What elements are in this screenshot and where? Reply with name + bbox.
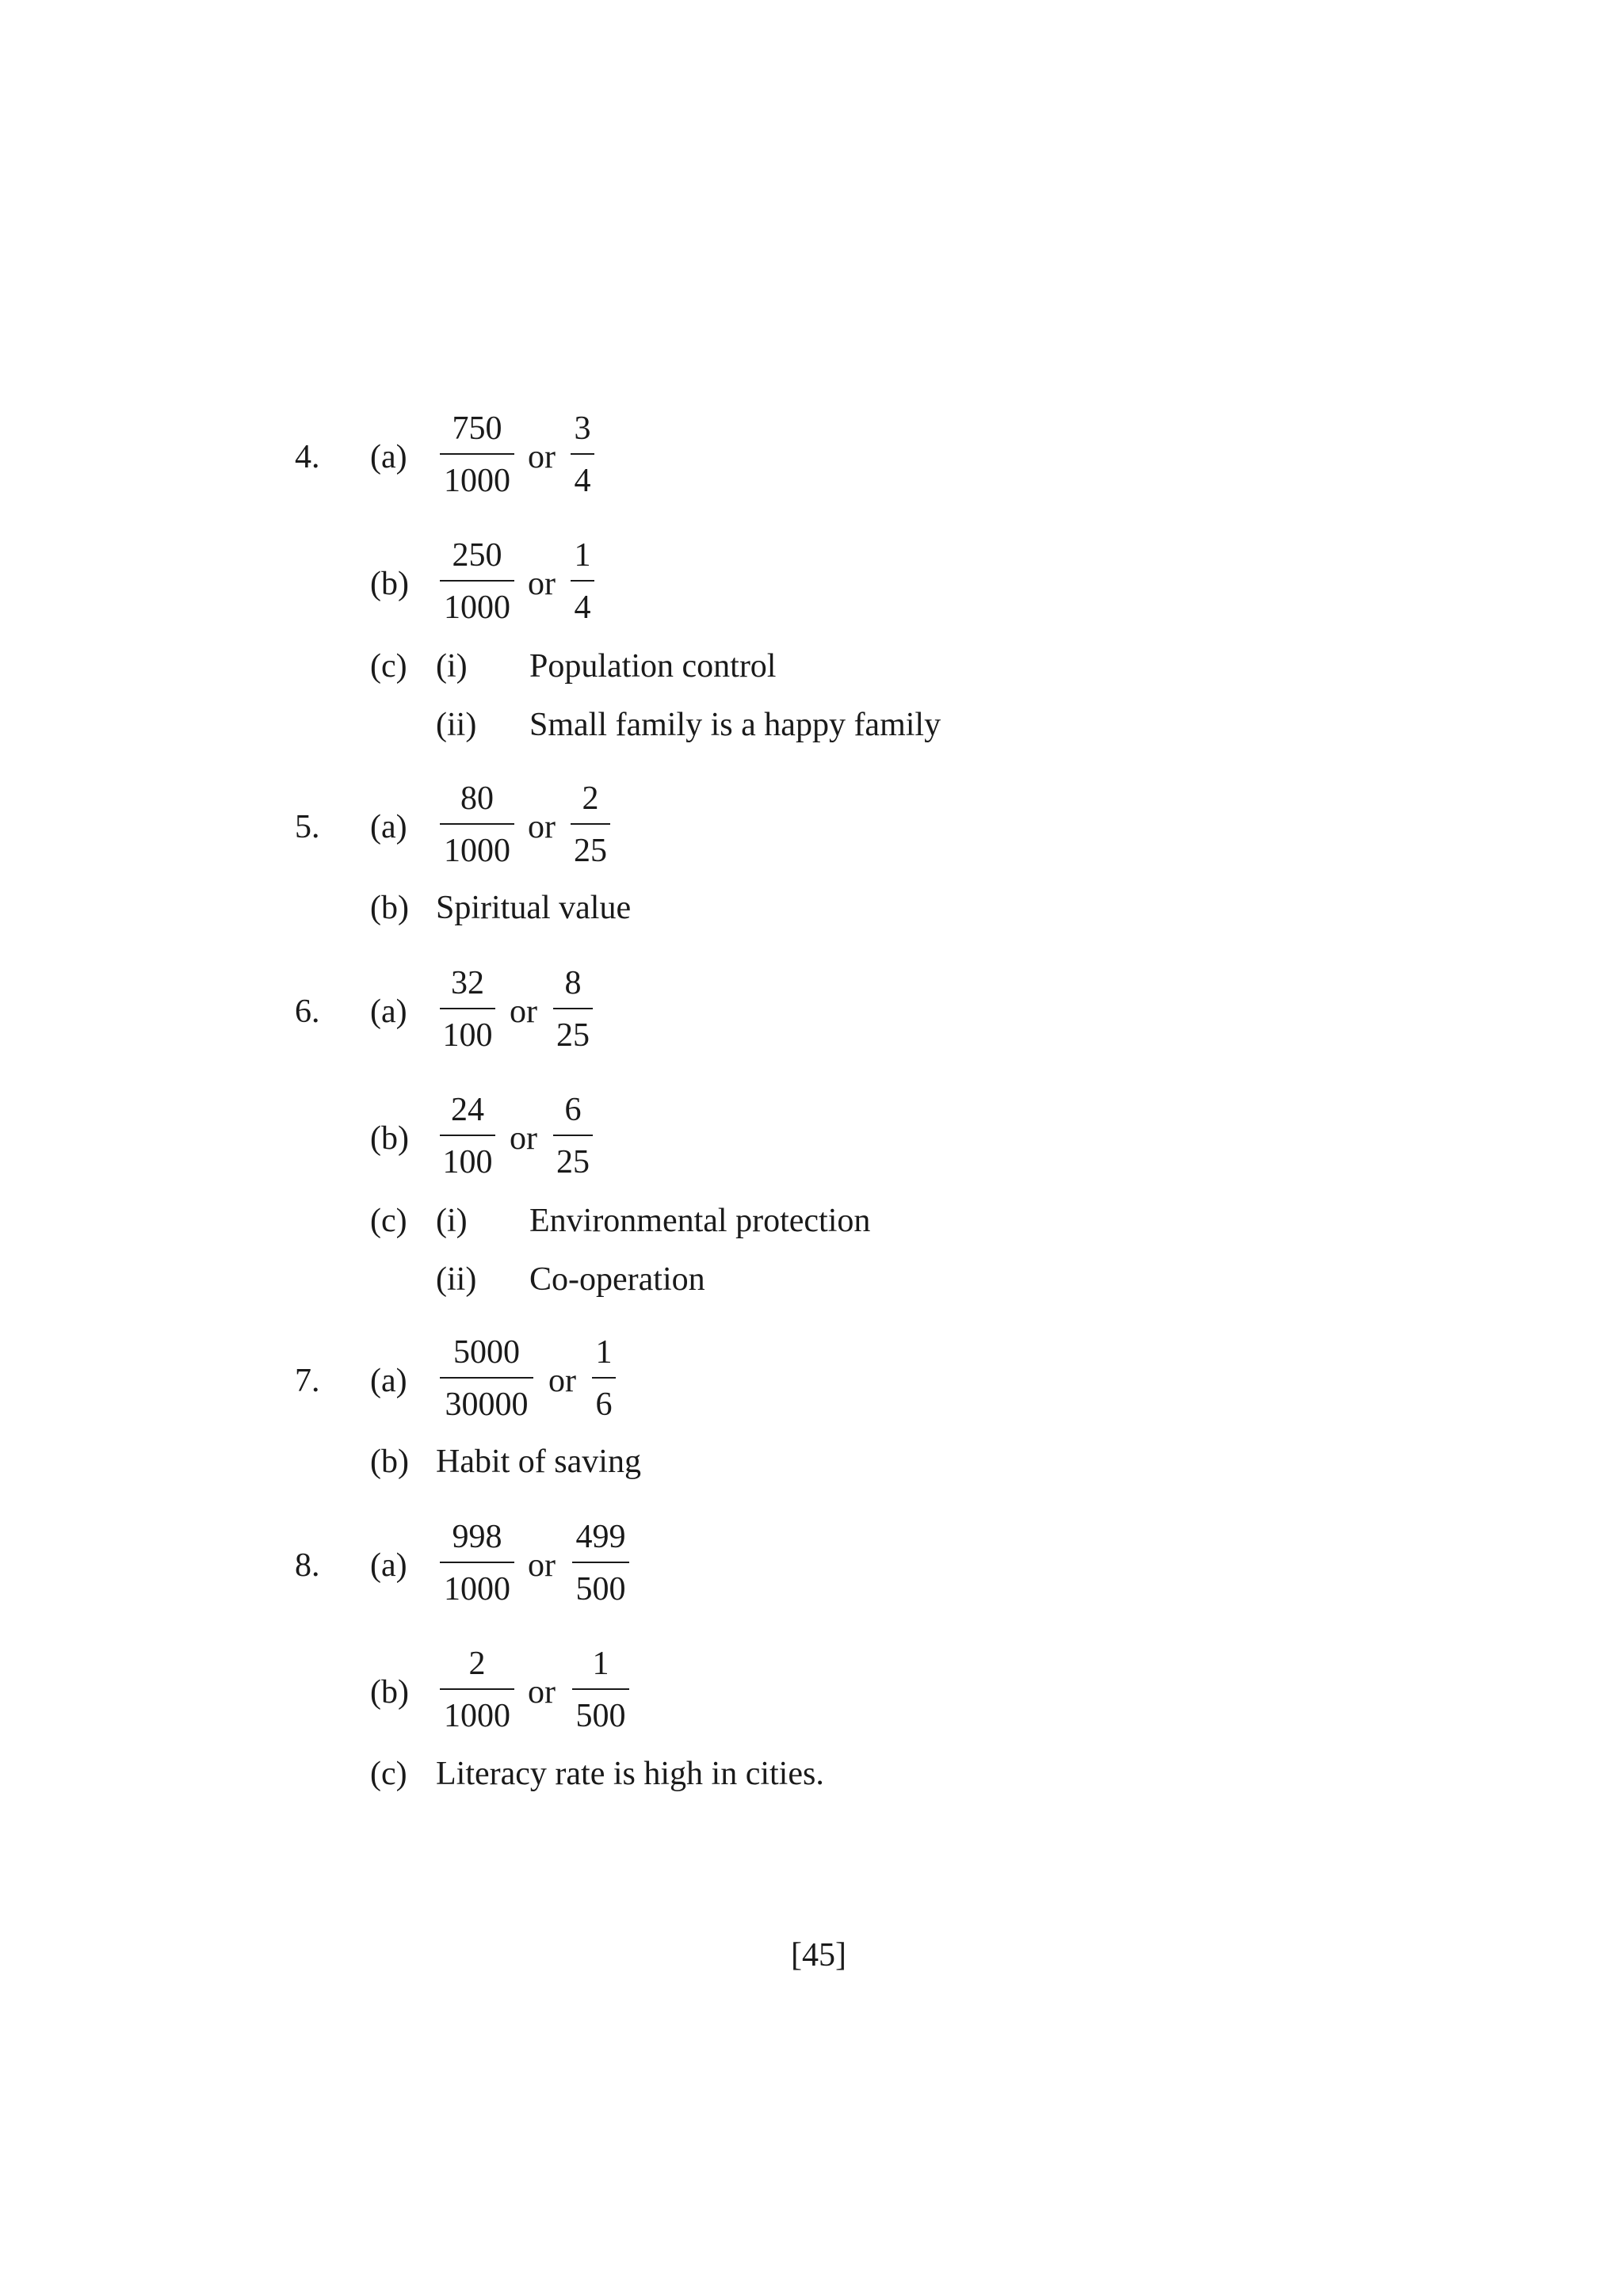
part-label: (b) [370,566,409,602]
fraction-denominator: 500 [575,1698,626,1734]
question-number: 4. [295,439,320,475]
question-number: 7. [295,1363,320,1399]
fraction-bar [440,1377,533,1379]
question-number: 5. [295,809,320,845]
part-label: (a) [370,1363,407,1399]
part-label: (b) [370,1444,409,1480]
subitem-text: Population control [529,648,777,685]
or-connector: or [528,439,556,475]
fraction [521,1634,680,1745]
fraction-bar [440,823,514,825]
part-label: (a) [370,439,407,475]
answer-text: Habit of saving [436,1444,641,1480]
or-connector: or [510,994,537,1030]
fraction-denominator: 1000 [444,463,510,499]
fraction-denominator: 1000 [444,1698,510,1734]
fraction-denominator: 100 [442,1144,493,1180]
fraction-bar [440,1008,495,1009]
fraction-numerator: 998 [452,1519,502,1555]
fraction-numerator: 1 [595,1334,613,1371]
or-connector: or [548,1363,576,1399]
part-label: (c) [370,1756,407,1792]
fraction-bar [572,1688,629,1690]
fraction-denominator: 25 [574,833,607,869]
fraction-denominator: 6 [595,1386,613,1423]
subitem-text: Co-operation [529,1261,705,1298]
fraction [494,954,652,1065]
part-label: (b) [370,1674,409,1711]
page-number: [45] [791,1937,846,1974]
part-label: (a) [370,809,407,845]
fraction-denominator: 1000 [444,833,510,869]
part-label: (b) [370,1120,409,1157]
part-label: (a) [370,994,407,1030]
fraction [511,769,670,880]
answer-text: Spiritual value [436,890,632,926]
fraction-numerator: 3 [574,410,591,447]
fraction-denominator: 100 [442,1017,493,1054]
fraction-bar [553,1008,593,1009]
subitem-label: (ii) [436,1261,477,1298]
fraction-numerator: 32 [451,965,484,1001]
part-label: (c) [370,1203,407,1239]
fraction-denominator: 25 [556,1017,590,1054]
fraction-bar [440,1562,514,1563]
subitem-label: (ii) [436,707,477,743]
fraction-numerator: 6 [564,1092,582,1128]
or-connector: or [528,566,556,602]
part-label: (b) [370,890,409,926]
fraction-denominator: 4 [574,589,591,626]
fraction-numerator: 250 [452,537,502,574]
fraction-numerator: 1 [592,1646,609,1682]
part-label: (a) [370,1547,407,1584]
fraction-numerator: 2 [582,780,599,817]
fraction-denominator: 4 [574,463,591,499]
fraction-numerator: 24 [451,1092,484,1128]
fraction [503,526,662,637]
fraction-bar [592,1377,616,1379]
fraction-numerator: 499 [575,1519,626,1555]
fraction-bar [571,580,594,582]
fraction-denominator: 1000 [444,589,510,626]
or-connector: or [510,1120,537,1157]
fraction [521,1508,680,1619]
fraction [525,1323,683,1434]
fraction-numerator: 8 [564,965,582,1001]
fraction-bar [571,823,610,825]
subitem-text: Environmental protection [529,1203,871,1239]
fraction-bar [440,1688,514,1690]
question-number: 6. [295,994,320,1030]
fraction-denominator: 1000 [444,1571,510,1608]
question-number: 8. [295,1547,320,1584]
subitem-label: (i) [436,1203,468,1239]
fraction [503,399,662,510]
fraction-denominator: 500 [575,1571,626,1608]
part-label: (c) [370,648,407,685]
fraction-numerator: 750 [452,410,502,447]
subitem-label: (i) [436,648,468,685]
fraction-bar [572,1562,629,1563]
or-connector: or [528,1674,556,1711]
fraction-bar [571,453,594,455]
fraction-denominator: 30000 [445,1386,529,1423]
or-connector: or [528,809,556,845]
fraction-numerator: 80 [460,780,494,817]
fraction-numerator: 1 [574,537,591,574]
fraction-denominator: 25 [556,1144,590,1180]
fraction-bar [553,1135,593,1136]
fraction-numerator: 2 [468,1646,486,1682]
subitem-text: Small family is a happy family [529,707,941,743]
fraction-numerator: 5000 [453,1334,520,1371]
answer-text: Literacy rate is high in cities. [436,1756,824,1792]
or-connector: or [528,1547,556,1584]
fraction-bar [440,1135,495,1136]
fraction [494,1081,652,1192]
